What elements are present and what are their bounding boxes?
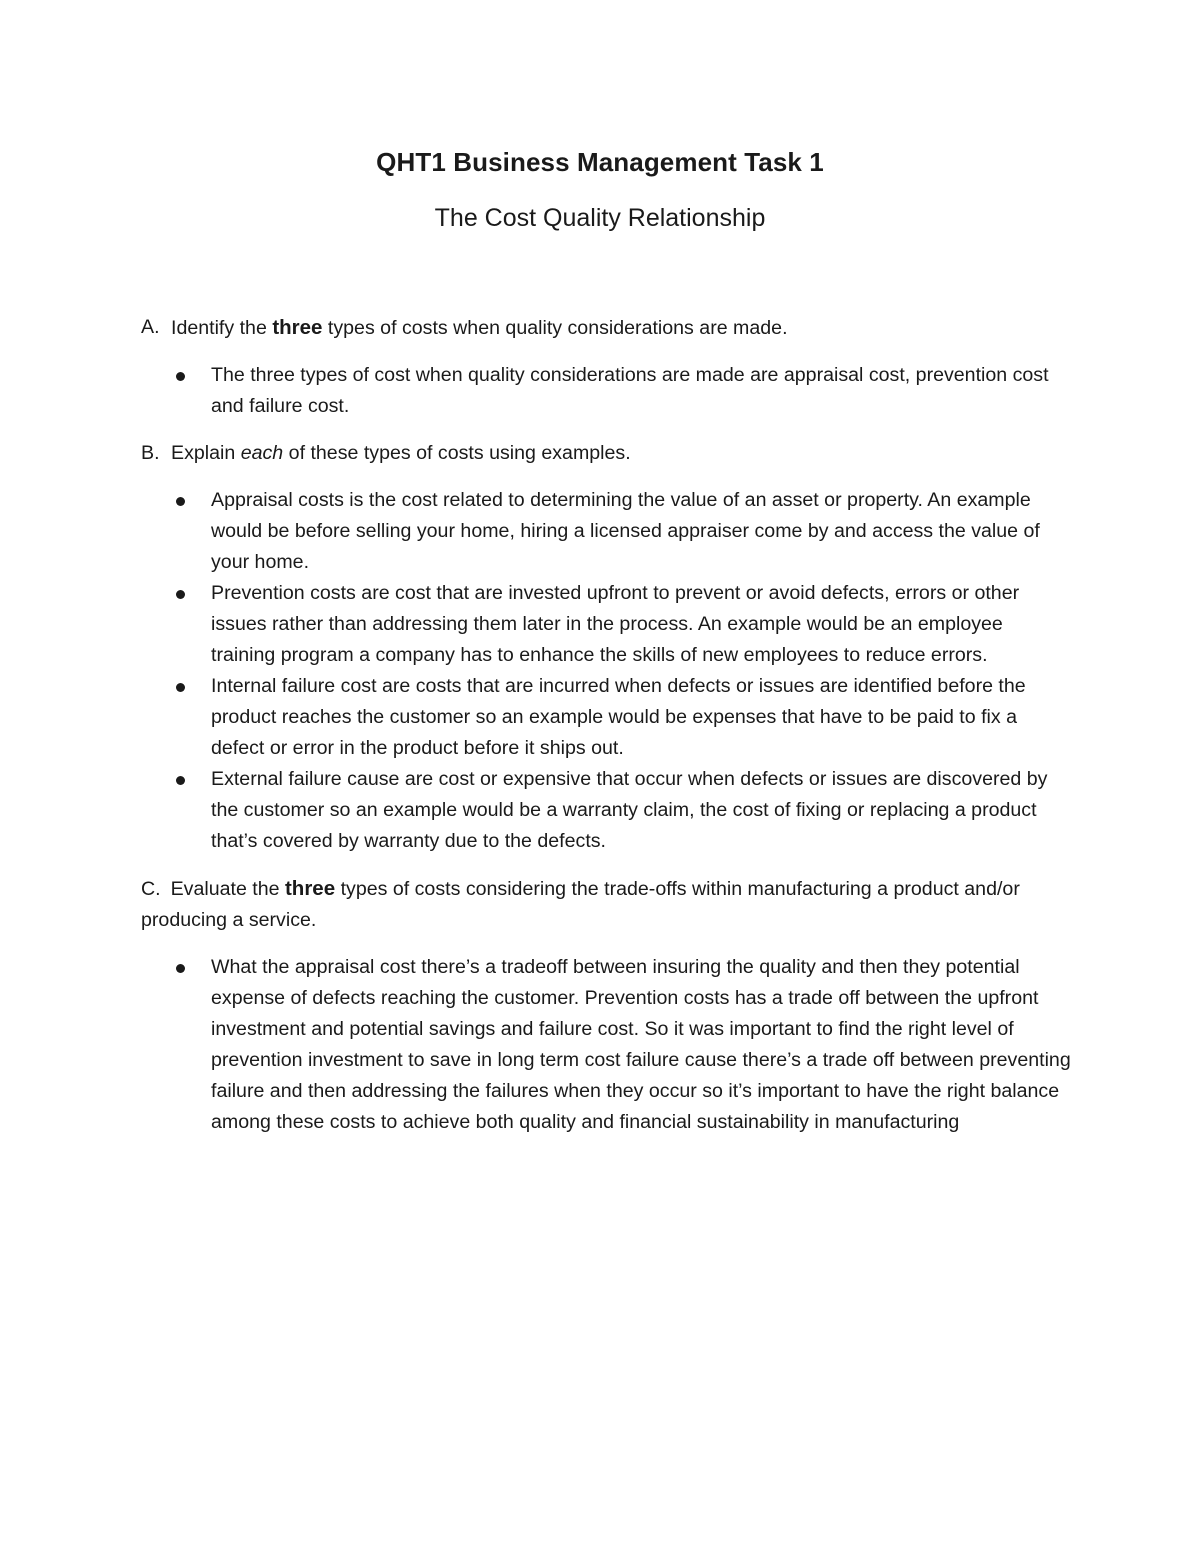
- question-letter: B.: [141, 442, 160, 464]
- list-item: [141, 485, 1071, 578]
- question-text: types of costs when quality considerations are made.: [327, 317, 788, 339]
- bullet-icon: [176, 590, 185, 599]
- list-item: [141, 952, 1071, 1138]
- answer-text: External failure cause are cost or expensive that occur when defects or issues are discovered by the customer so an example would be a warranty claim, the cost of fixing or replacing a product that’s covered by warranty due to the defects.: [211, 768, 1048, 852]
- list-item: [141, 764, 1071, 857]
- question-text: Evaluate the: [170, 878, 280, 900]
- document-subtitle: The Cost Quality Relationship: [434, 204, 766, 232]
- document-title: QHT1 Business Management Task 1: [376, 147, 824, 177]
- question-text: types of costs considering the trade-offs within manufacturing a product and/or producing a service.: [141, 878, 1020, 931]
- question-keyword: three: [272, 316, 323, 339]
- answer-list-c: [141, 952, 1071, 1138]
- question-letter: C.: [141, 878, 161, 900]
- list-item: [141, 360, 1071, 422]
- answer-list-b: [141, 485, 1071, 857]
- bullet-icon: [176, 497, 185, 506]
- bullet-icon: [176, 683, 185, 692]
- question-b: [141, 438, 1071, 469]
- question-keyword: each: [240, 442, 284, 464]
- document-body: [141, 312, 1071, 1138]
- question-keyword: three: [284, 877, 336, 900]
- question-letter: A.: [141, 316, 160, 338]
- answer-list-a: [141, 360, 1071, 422]
- list-item: [141, 671, 1071, 764]
- answer-text: Prevention costs are cost that are invested upfront to prevent or avoid defects, errors or other issues rather than addressing them later in the process. An example would be an employee training program a company has to enhance the skills of new employees to reduce errors.: [211, 582, 1020, 666]
- question-text: Identify the: [171, 317, 267, 339]
- answer-text: Appraisal costs is the cost related to determining the value of an asset or property. An example would be before selling your home, hiring a licensed appraiser come by and access the value of your home.: [211, 489, 1040, 573]
- bullet-icon: [176, 372, 185, 381]
- answer-text: What the appraisal cost there’s a tradeoff between insuring the quality and then they potential expense of defects reaching the customer. Prevention costs has a trade off between the upfront investment and potential savings and failure cost. So it was important to find the right level of prevention investment to save in long term cost failure cause there’s a trade off between preventing failure and then addressing the failures when they occur so it’s important to have the right balance among these costs to achieve both quality and financial sustainability in manufacturing: [211, 956, 1071, 1133]
- question-text: of these types of costs using examples.: [288, 442, 631, 464]
- question-c: [141, 873, 1071, 936]
- question-text: Explain: [171, 442, 236, 464]
- bullet-icon: [176, 964, 185, 973]
- answer-text: The three types of cost when quality considerations are made are appraisal cost, prevention cost and failure cost.: [211, 364, 1049, 417]
- bullet-icon: [176, 776, 185, 785]
- question-a: [141, 312, 1071, 344]
- list-item: [141, 578, 1071, 671]
- answer-text: Internal failure cost are costs that are incurred when defects or issues are identified before the product reaches the customer so an example would be expenses that have to be paid to fix a defect or error in the product before it ships out.: [211, 675, 1026, 759]
